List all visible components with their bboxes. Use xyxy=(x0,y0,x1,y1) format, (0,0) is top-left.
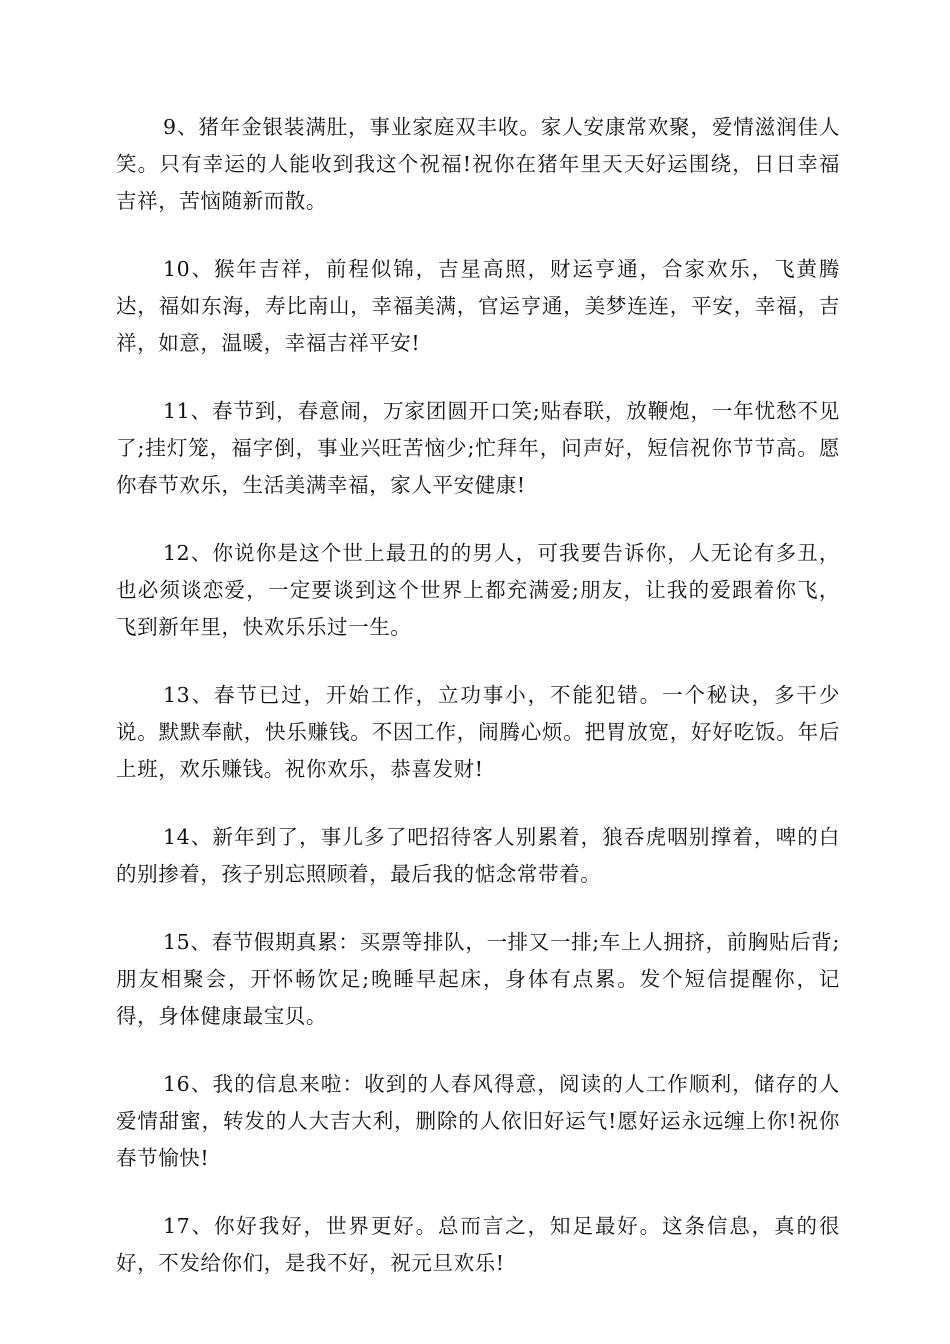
paragraph-13: 13、春节已过，开始工作，立功事小，不能犯错。一个秘诀，多干少说。默默奉献，快乐赚钱。不因工作，闹腾心烦。把胃放宽，好好吃饭。年后上班，欢乐赚钱。祝你欢乐，恭喜发财! xyxy=(116,683,840,781)
paragraph-17: 17、你好我好，世界更好。总而言之，知足最好。这条信息，真的很好，不发给你们，是我不好，祝元旦欢乐! xyxy=(116,1214,840,1275)
paragraph-10: 10、猴年吉祥，前程似锦，吉星高照，财运亨通，合家欢乐，飞黄腾达，福如东海，寿比南山，幸福美满，官运亨通，美梦连连，平安，幸福，吉祥，如意，温暖，幸福吉祥平安! xyxy=(116,257,840,355)
paragraph-12: 12、你说你是这个世上最丑的的男人，可我要告诉你，人无论有多丑，也必须谈恋爱，一定要谈到这个世界上都充满爱;朋友，让我的爱跟着你飞，飞到新年里，快欢乐乐过一生。 xyxy=(116,541,840,639)
paragraph-14: 14、新年到了，事儿多了吧招待客人别累着，狼吞虎咽别撑着，啤的白的别掺着，孩子别忘照顾着，最后我的惦念常带着。 xyxy=(116,825,840,886)
paragraph-9: 9、猪年金银装满肚，事业家庭双丰收。家人安康常欢聚，爱情滋润佳人笑。只有幸运的人能收到我这个祝福!祝你在猪年里天天好运围绕，日日幸福吉祥，苦恼随新而散。 xyxy=(116,115,840,213)
paragraph-11: 11、春节到，春意闹，万家团圆开口笑;贴春联，放鞭炮，一年忧愁不见了;挂灯笼，福字倒，事业兴旺苦恼少;忙拜年，问声好，短信祝你节节高。愿你春节欢乐，生活美满幸福，家人平安健康! xyxy=(116,399,840,497)
paragraph-16: 16、我的信息来啦：收到的人春风得意，阅读的人工作顺利，储存的人爱情甜蜜，转发的人大吉大利，删除的人依旧好运气!愿好运永远缠上你!祝你春节愉快! xyxy=(116,1072,840,1170)
paragraph-15: 15、春节假期真累：买票等排队，一排又一排;车上人拥挤，前胸贴后背;朋友相聚会，开怀畅饮足;晚睡早起床，身体有点累。发个短信提醒你，记得，身体健康最宝贝。 xyxy=(116,930,840,1028)
